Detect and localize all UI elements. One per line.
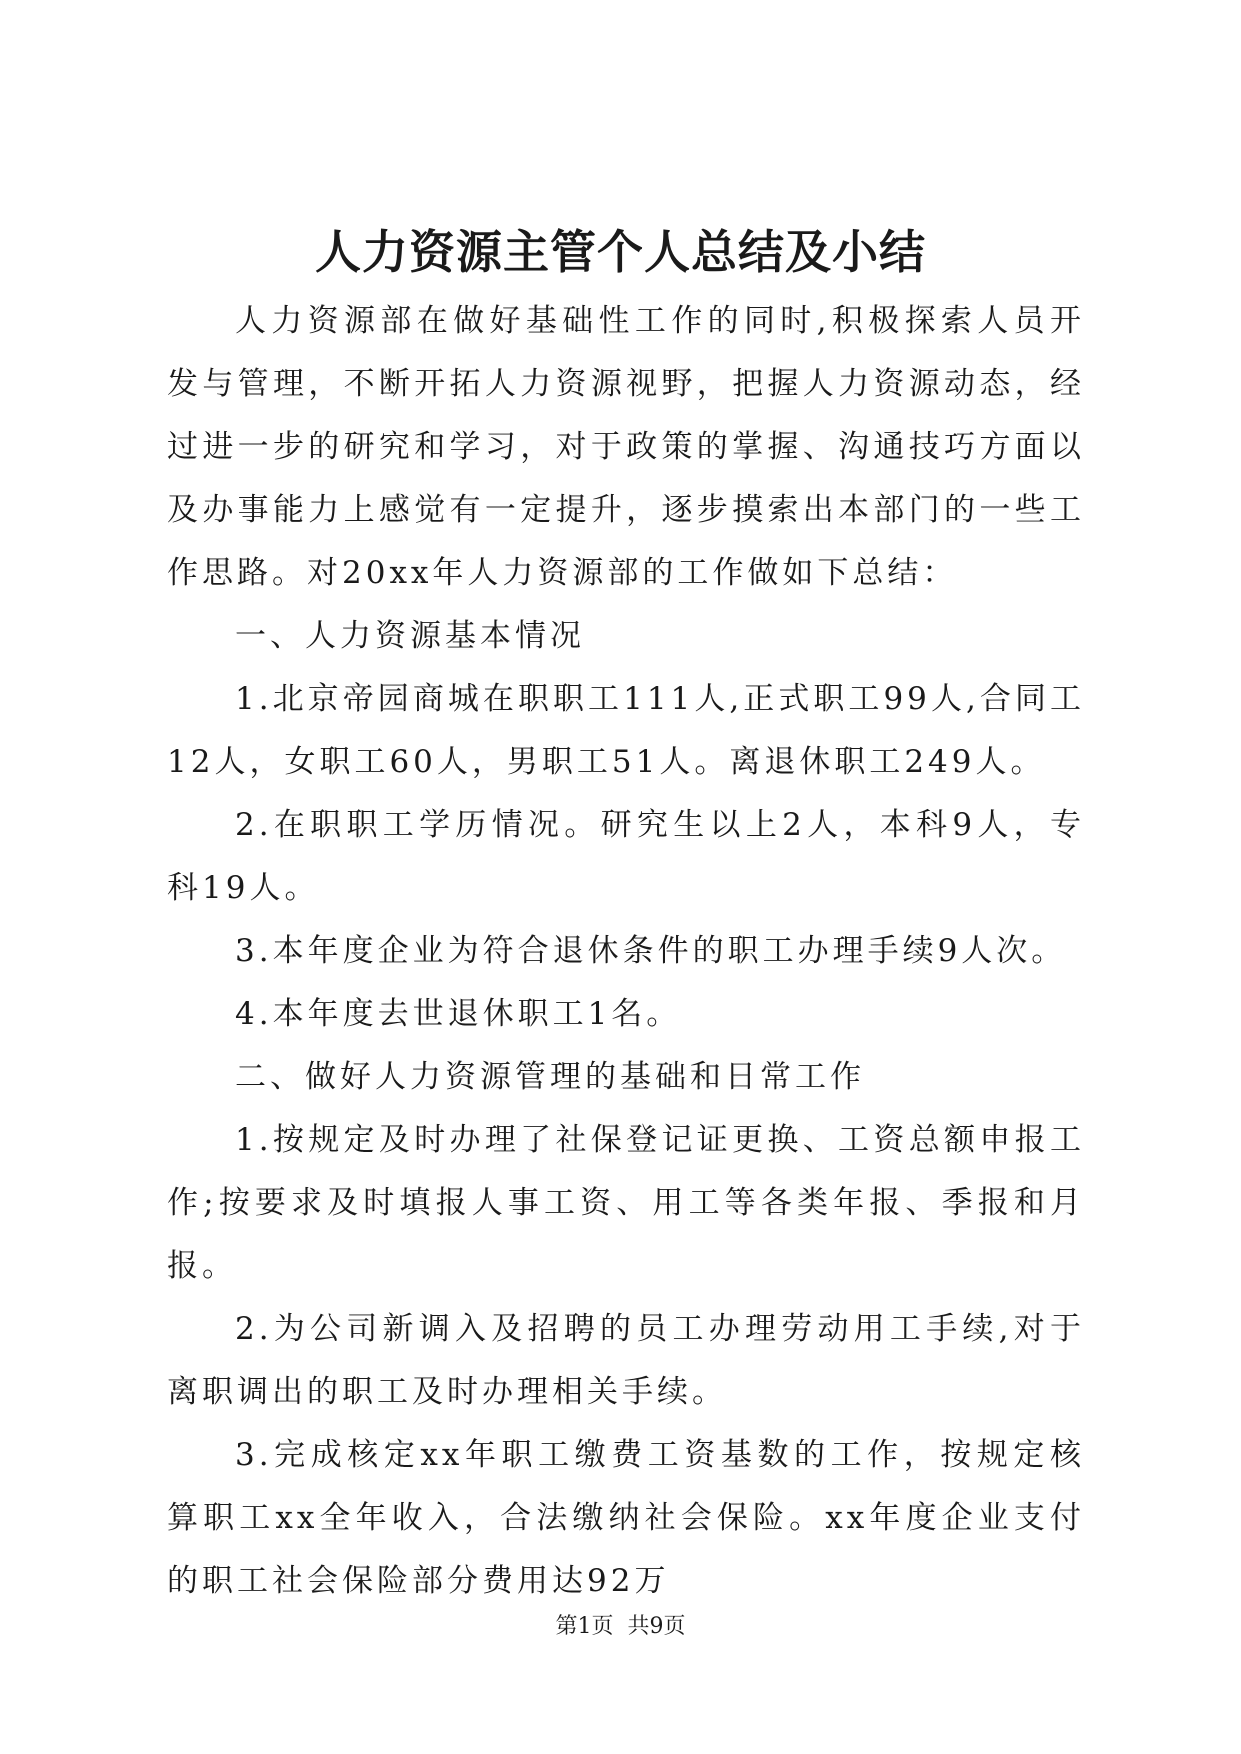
document-body	[167, 290, 1085, 1613]
paragraph-1-2: 2.在职职工学历情况。研究生以上2人，本科9人，专科19人。	[167, 807, 1085, 906]
section-heading-1: 一、人力资源基本情况	[235, 618, 585, 654]
paragraph-intro: 人力资源部在做好基础性工作的同时,积极探索人员开发与管理，不断开拓人力资源视野，把握人力资源动态，经过进一步的研究和学习，对于政策的掌握、沟通技巧方面以及办事能力上感觉有一定提升，逐步摸索出本部门的一些工作思路。对20xx年人力资源部的工作做如下总结：	[167, 303, 1085, 591]
page-number: 第1页	[555, 1614, 614, 1639]
section-heading-2: 二、做好人力资源管理的基础和日常工作	[235, 1059, 865, 1095]
paragraph-1-4: 4.本年度去世退休职工1名。	[235, 996, 682, 1032]
document-title: 人力资源主管个人总结及小结	[315, 225, 926, 279]
page-total: 共9页	[627, 1614, 686, 1639]
paragraph-2-1: 1.按规定及时办理了社保登记证更换、工资总额申报工作;按要求及时填报人事工资、用工等各类年报、季报和月报。	[167, 1122, 1085, 1284]
paragraph-1-3: 3.本年度企业为符合退休条件的职工办理手续9人次。	[235, 933, 1067, 969]
paragraph-2-2: 2.为公司新调入及招聘的员工办理劳动用工手续,对于离职调出的职工及时办理相关手续。	[167, 1311, 1085, 1410]
page-footer	[0, 1612, 1241, 1642]
paragraph-2-3: 3.完成核定xx年职工缴费工资基数的工作，按规定核算职工xx全年收入，合法缴纳社会保险。xx年度企业支付的职工社会保险部分费用达92万	[167, 1437, 1085, 1599]
paragraph-1-1: 1.北京帝园商城在职职工111人,正式职工99人,合同工12人，女职工60人，男职工51人。离退休职工249人。	[167, 681, 1085, 780]
